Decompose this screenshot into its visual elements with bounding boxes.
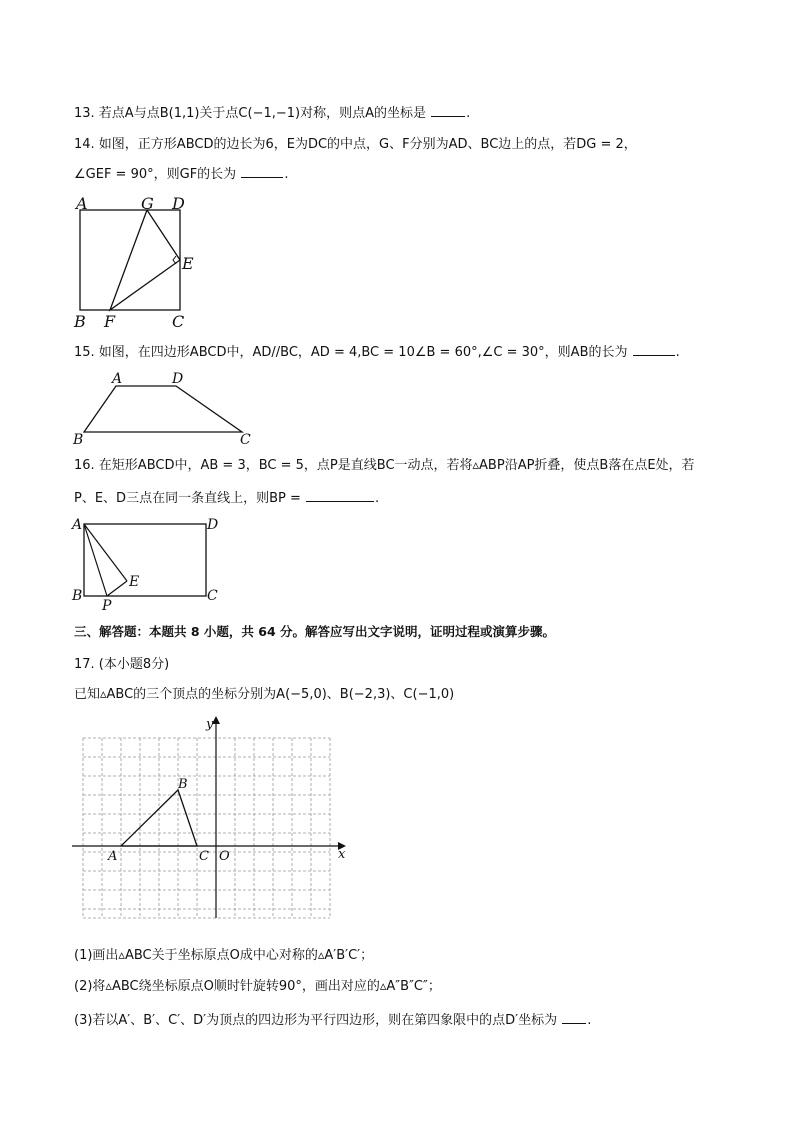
answer-blank[interactable]: [241, 165, 283, 178]
question-17-header: 17. (本小题8分): [74, 657, 170, 672]
label-D: D: [207, 517, 219, 533]
answer-blank[interactable]: [306, 489, 374, 502]
label-E: E: [129, 574, 140, 590]
question-17-part-2: (2)将▵ABC绕坐标原点O顺时针旋转90°，画出对应的▵A″B″C″；: [74, 979, 441, 994]
question-14-line-1: 14. 如图，正方形ABCD的边长为6，E为DC的中点，G、F分别为AD、BC边上的点，若DG = 2，: [74, 137, 637, 152]
question-15: 15. 如图，在四边形ABCD中，AD//BC，AD = 4,BC = 10∠B = 60°,∠C = 30°，则AB的长为 .: [74, 345, 680, 360]
label-A: A: [108, 849, 118, 864]
label-B: B: [72, 588, 83, 604]
label-C: C: [199, 849, 209, 864]
question-16-line-2: P、E、D三点在同一条直线上，则BP = .: [74, 491, 380, 506]
q16-rectangle-figure: [70, 512, 230, 612]
q15-trapezoid-figure: [70, 368, 270, 448]
label-D: D: [172, 371, 184, 387]
label-G: G: [141, 194, 154, 213]
q14-square-figure: [70, 194, 200, 334]
question-13-text: 13. 若点A与点B(1,1)关于点C(−1,−1)对称，则点A的坐标是: [74, 106, 427, 121]
label-B: B: [74, 312, 86, 331]
label-y: y: [206, 717, 214, 732]
question-14-line-2: ∠GEF = 90°，则GF的长为 .: [74, 167, 289, 182]
question-15-text: 15. 如图，在四边形ABCD中，AD//BC，AD = 4,BC = 10∠B = 60°,∠C = 30°，则AB的长为: [74, 345, 628, 360]
question-17-given: 已知▵ABC的三个顶点的坐标分别为A(−5,0)、B(−2,3)、C(−1,0): [74, 687, 455, 702]
label-A: A: [76, 194, 88, 213]
q17-coordinate-grid: [66, 714, 356, 926]
answer-blank[interactable]: [431, 104, 465, 117]
label-B: B: [73, 432, 84, 448]
label-A: A: [72, 517, 83, 533]
label-E: E: [182, 254, 194, 273]
label-B: B: [178, 777, 188, 792]
question-17-part-3-text: (3)若以A′、B′、C′、D′为顶点的四边形为平行四边形，则在第四象限中的点D′坐标为: [74, 1013, 558, 1028]
question-17-part-1: (1)画出▵ABC关于坐标原点O成中心对称的▵A′B′C′；: [74, 948, 374, 963]
label-C: C: [172, 312, 185, 331]
answer-blank[interactable]: [633, 343, 675, 356]
label-P: P: [102, 598, 112, 614]
answer-blank[interactable]: [562, 1011, 586, 1024]
label-F: F: [104, 312, 116, 331]
label-C: C: [240, 432, 251, 448]
question-13: 13. 若点A与点B(1,1)关于点C(−1,−1)对称，则点A的坐标是 .: [74, 106, 471, 121]
question-16-line-1: 16. 在矩形ABCD中，AB = 3，BC = 5，点P是直线BC一动点，若将▵ABP沿AP折叠，使点B落在点E处，若: [74, 458, 695, 473]
label-D: D: [172, 194, 185, 213]
question-14-text: ∠GEF = 90°，则GF的长为: [74, 167, 237, 182]
label-O: O: [219, 849, 230, 864]
label-x: x: [338, 847, 346, 862]
question-17-part-3: (3)若以A′、B′、C′、D′为顶点的四边形为平行四边形，则在第四象限中的点D′坐标为 .: [74, 1013, 592, 1028]
question-16-text: P、E、D三点在同一条直线上，则BP =: [74, 491, 301, 506]
label-A: A: [112, 371, 123, 387]
section-3-heading: 三、解答题：本题共 8 小题，共 64 分。解答应写出文字说明，证明过程或演算步骤。: [74, 624, 556, 639]
label-C: C: [207, 588, 218, 604]
